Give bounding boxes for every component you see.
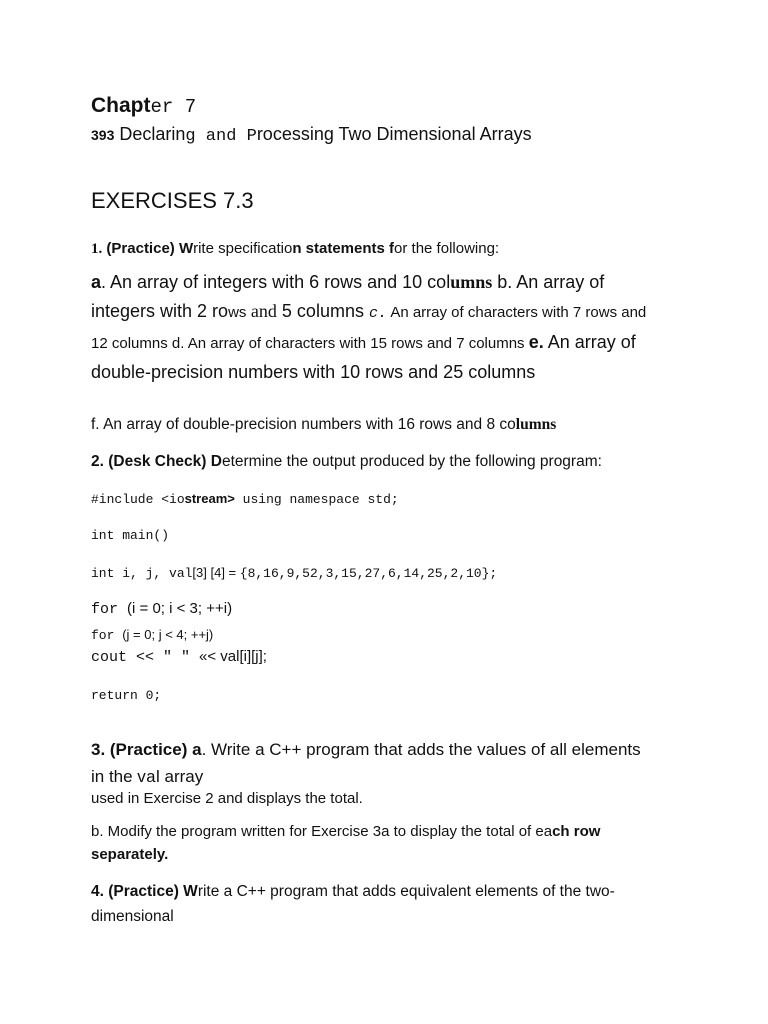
item-f-text: f. An array of double-precision numbers with 16 rows and 8 co (91, 416, 516, 433)
section-title-part3: rocessing Two Dimensional Arrays (256, 124, 532, 144)
item-a-text: . An array of integers with 6 rows and 10 col (101, 272, 451, 292)
exercise-4-text: rite a C++ program that adds equivalent elements of the two-dimensional (91, 883, 615, 925)
code-line-return: return 0; (91, 688, 162, 703)
exercise-4-tag: 4. (Practice) W (91, 883, 198, 900)
item-b-and: and (246, 301, 277, 321)
exercise-1-prompt (91, 240, 658, 258)
code-line-1b: stream> (184, 491, 235, 506)
exercise-1-text2: or the following: (394, 240, 500, 257)
exercise-1-bold: n statements f (292, 240, 395, 257)
code-line-6b: «< val[i][j]; (199, 648, 267, 665)
exercise-2-text: etermine the output produced by the following program: (221, 453, 602, 470)
exercise-2-tag: 2. (Desk Check) D (91, 453, 222, 470)
exercise-3-text2: l array (156, 767, 204, 786)
item-c-letter: c. (368, 305, 387, 322)
code-line-1a: #include <io (91, 492, 185, 507)
code-line-5a: for (91, 628, 123, 643)
code-line-5b: (j = 0; j < 4; ++j) (122, 627, 214, 642)
chapter-word: Chapt (91, 94, 151, 117)
section-title-part2: g and P (185, 127, 257, 146)
item-e-text: An array of double-precision numbers with 10 rows and 25 columns (91, 332, 636, 382)
exercise-3-mono: a (145, 769, 157, 788)
exercise-1-item-f (91, 416, 658, 434)
code-line-main: int main() (91, 528, 170, 543)
exercise-1-text1: rite specificatio (193, 240, 293, 257)
exercise-3b-text: b. Modify the program written for Exercise 3a to display the total of ea (91, 823, 553, 840)
chapter-title (91, 94, 658, 118)
exercise-1-tag: (Practice) W (102, 240, 194, 257)
code-line-4a: for (91, 601, 128, 618)
item-c-text: An array of characters with 7 rows and 12 columns d. An array of characters with 15 row (91, 304, 647, 352)
exercise-1-number: 1. (91, 241, 103, 257)
code-line-4b: (i = 0; i < 3; ++i) (127, 600, 233, 617)
exercises-heading: EXERCISES 7.3 (91, 188, 254, 213)
code-line-for-j (91, 627, 658, 643)
exercise-3b-bold: ch row separately. (91, 823, 601, 863)
exercise-2-prompt (91, 453, 658, 471)
page-number: 393 (91, 127, 115, 143)
code-line-cout (91, 648, 658, 666)
exercise-4-prompt (91, 879, 661, 929)
code-line-6a: cout << " " (91, 649, 200, 666)
code-line-3b: [3] [4] = (192, 565, 240, 580)
exercise-3-continuation: used in Exercise 2 and displays the total. (91, 790, 363, 807)
chapter-number: er 7 (150, 96, 197, 118)
code-line-3a: int i, j, val (91, 566, 193, 581)
section-title (91, 124, 658, 146)
item-a-serif: umns (450, 272, 493, 292)
section-title-part1: Declarin (114, 124, 186, 144)
exercise-3-tag: 3. (Practice) a (91, 740, 202, 759)
exercise-1-items (91, 268, 651, 387)
item-b-small: ws (228, 304, 247, 321)
item-b-rest: 5 columns (276, 301, 369, 321)
item-f-serif: lumns (515, 416, 557, 433)
exercise-3-text1: . Write a C++ program that adds the values of all elements in the v (91, 740, 641, 786)
exercise-3-part-b (91, 820, 661, 866)
code-line-3c: {8,16,9,52,3,15,27,6,14,25,2,10}; (239, 566, 498, 581)
code-line-for-i (91, 600, 658, 618)
exercise-3-prompt (91, 736, 651, 792)
item-d-text: and 7 columns (422, 335, 529, 352)
item-d-small: s (415, 335, 423, 352)
item-b-text: b. An array of integers with 2 ro (91, 272, 605, 321)
code-line-declare (91, 565, 658, 581)
item-a-letter: a (91, 272, 102, 292)
code-line-1c: using namespace std; (234, 492, 399, 507)
code-line-include (91, 491, 658, 507)
item-e-letter: e. (528, 332, 544, 352)
